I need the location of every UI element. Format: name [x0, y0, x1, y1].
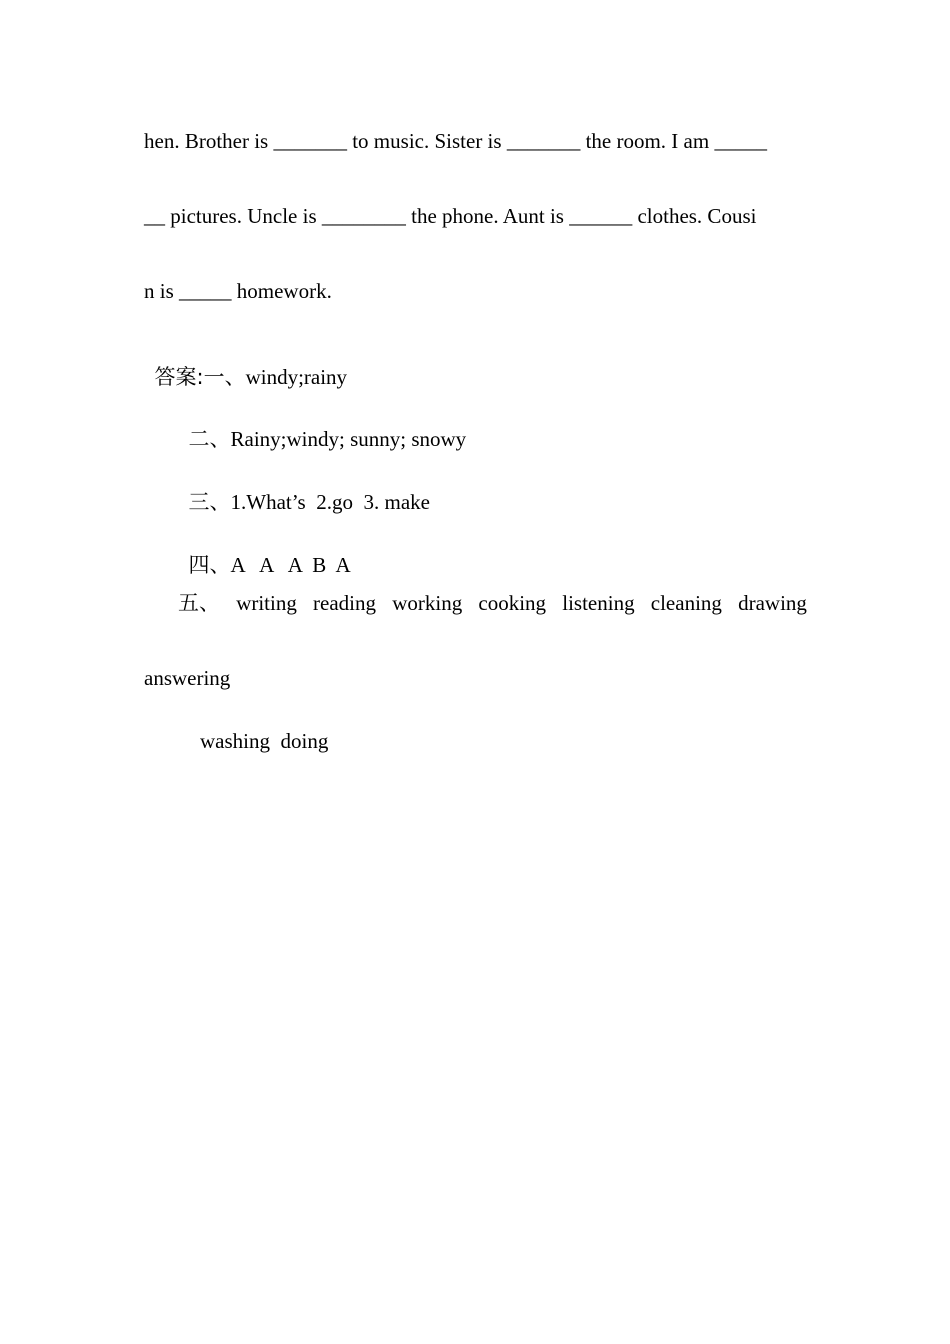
answer-5-word: cleaning — [650, 591, 722, 615]
answer-1-text: windy;rainy — [245, 365, 348, 389]
answer-3-label: 三、 — [188, 490, 231, 514]
answer-5-label: 五、 — [178, 591, 220, 615]
passage-line-1: hen. Brother is _______ to music. Sister is _______ the room. I am _____ — [144, 129, 767, 153]
answer-2-text: Rainy;windy; sunny; snowy — [230, 427, 467, 451]
answer-row-4 — [178, 529, 351, 577]
answer-5-word: drawing — [738, 591, 807, 615]
answer-5-word: writing — [236, 591, 297, 615]
answer-4-label: 四、 — [188, 553, 231, 577]
answer-2-label: 二、 — [188, 427, 231, 451]
answer-1-label: 一、 — [203, 365, 246, 389]
answer-5-word: reading — [313, 591, 377, 615]
answer-row-2 — [178, 403, 466, 451]
answer-5-word: cooking — [478, 591, 547, 615]
answer-5-continuation-1: answering — [144, 666, 231, 690]
answer-row-1 — [144, 341, 347, 389]
answer-4-text: A A A B A — [230, 553, 351, 577]
answer-5-word: listening — [562, 591, 635, 615]
answer-heading: 答案: — [154, 365, 204, 389]
answer-row-3 — [178, 466, 430, 514]
answer-5-word: working — [392, 591, 463, 615]
answer-row-5 — [178, 591, 807, 615]
answer-5-continuation-2: washing doing — [200, 729, 329, 753]
passage-line-2: __ pictures. Uncle is ________ the phone. Aunt is ______ clothes. Cousi — [144, 204, 757, 228]
answer-3-text: 1.What’s 2.go 3. make — [230, 490, 430, 514]
passage-line-3: n is _____ homework. — [144, 279, 332, 303]
